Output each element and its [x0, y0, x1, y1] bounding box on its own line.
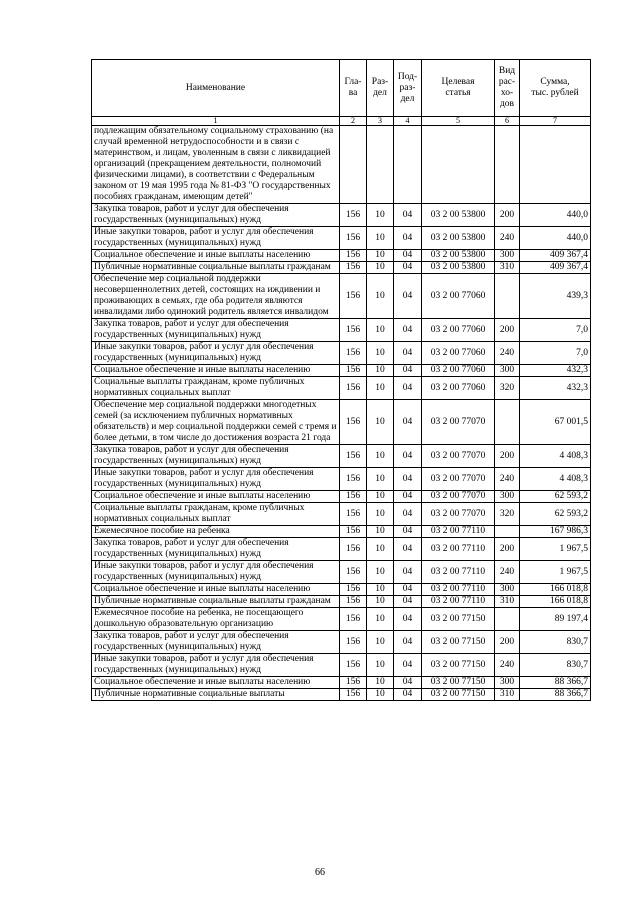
row-vid: 310: [495, 689, 520, 701]
row-podrazdel: 04: [394, 538, 422, 561]
column-number: 2: [340, 117, 367, 126]
row-podrazdel: 04: [394, 445, 422, 468]
header-vid: Вид рас- хо- дов: [495, 60, 520, 117]
page-number: 66: [315, 867, 325, 878]
row-glava: 156: [340, 526, 367, 538]
row-target: 03 2 00 77110: [422, 596, 495, 608]
row-name: Закупка товаров, работ и услуг для обеспечения государственных (муниципальных) нужд: [92, 538, 340, 561]
table-row: [92, 631, 591, 654]
budget-table: [91, 59, 591, 701]
row-sum: 89 197,4: [520, 608, 591, 631]
row-glava: 156: [340, 204, 367, 227]
row-vid: 200: [495, 204, 520, 227]
row-vid: 240: [495, 561, 520, 584]
column-number: 4: [394, 117, 422, 126]
row-sum: 409 367,4: [520, 250, 591, 262]
table-row: [92, 584, 591, 596]
row-razdel: 10: [367, 250, 394, 262]
table-row: [92, 677, 591, 689]
row-podrazdel: 04: [394, 342, 422, 365]
column-number: 1: [92, 117, 340, 126]
row-name: Иные закупки товаров, работ и услуг для обеспечения государственных (муниципальных) нужд: [92, 468, 340, 491]
row-target: 03 2 00 77110: [422, 584, 495, 596]
row-glava: 156: [340, 400, 367, 445]
row-podrazdel: 04: [394, 227, 422, 250]
row-target: 03 2 00 77060: [422, 342, 495, 365]
row-razdel: 10: [367, 491, 394, 503]
row-razdel: 10: [367, 342, 394, 365]
row-podrazdel: 04: [394, 319, 422, 342]
row-razdel: 10: [367, 445, 394, 468]
table-row: [92, 126, 591, 204]
table-row: [92, 400, 591, 445]
row-vid: 240: [495, 468, 520, 491]
header-podrazdel: Под- раз- дел: [394, 60, 422, 117]
row-podrazdel: [394, 126, 422, 204]
row-glava: 156: [340, 538, 367, 561]
row-target: 03 2 00 77060: [422, 365, 495, 377]
row-target: 03 2 00 77110: [422, 526, 495, 538]
row-name: Ежемесячное пособие на ребенка, не посещающего дошкольную образовательную организацию: [92, 608, 340, 631]
row-target: 03 2 00 77070: [422, 400, 495, 445]
row-sum: 432,3: [520, 377, 591, 400]
row-podrazdel: 04: [394, 262, 422, 274]
table-row: [92, 204, 591, 227]
row-name: Закупка товаров, работ и услуг для обеспечения государственных (муниципальных) нужд: [92, 631, 340, 654]
row-sum: 4 408,3: [520, 468, 591, 491]
row-sum: 432,3: [520, 365, 591, 377]
row-glava: 156: [340, 596, 367, 608]
row-razdel: 10: [367, 377, 394, 400]
table-row: [92, 274, 591, 319]
row-razdel: 10: [367, 468, 394, 491]
row-glava: 156: [340, 491, 367, 503]
column-number: 6: [495, 117, 520, 126]
row-glava: [340, 126, 367, 204]
row-name: Закупка товаров, работ и услуг для обеспечения государственных (муниципальных) нужд: [92, 204, 340, 227]
row-glava: 156: [340, 631, 367, 654]
table-row: [92, 262, 591, 274]
row-sum: 830,7: [520, 654, 591, 677]
row-sum: 167 986,3: [520, 526, 591, 538]
row-podrazdel: 04: [394, 654, 422, 677]
row-name: Социальное обеспечение и иные выплаты населению: [92, 677, 340, 689]
row-name: Социальное обеспечение и иные выплаты населению: [92, 250, 340, 262]
table-row: [92, 654, 591, 677]
row-razdel: 10: [367, 319, 394, 342]
row-vid: 200: [495, 319, 520, 342]
row-vid: 310: [495, 262, 520, 274]
row-vid: [495, 608, 520, 631]
row-glava: 156: [340, 689, 367, 701]
row-vid: 240: [495, 227, 520, 250]
row-target: 03 2 00 77150: [422, 689, 495, 701]
row-vid: 300: [495, 250, 520, 262]
row-podrazdel: 04: [394, 677, 422, 689]
row-target: 03 2 00 77110: [422, 538, 495, 561]
row-target: 03 2 00 77060: [422, 274, 495, 319]
row-name: Иные закупки товаров, работ и услуг для обеспечения государственных (муниципальных) нужд: [92, 654, 340, 677]
row-sum: [520, 126, 591, 204]
row-sum: 4 408,3: [520, 445, 591, 468]
row-name: Социальное обеспечение и иные выплаты населению: [92, 491, 340, 503]
row-target: 03 2 00 77110: [422, 561, 495, 584]
row-sum: 1 967,5: [520, 561, 591, 584]
header-sum: Сумма, тыс. рублей: [520, 60, 591, 117]
table-row: [92, 377, 591, 400]
row-glava: 156: [340, 319, 367, 342]
row-vid: 200: [495, 445, 520, 468]
row-glava: 156: [340, 677, 367, 689]
row-glava: 156: [340, 561, 367, 584]
row-name: Публичные нормативные социальные выплаты: [92, 689, 340, 701]
row-vid: 310: [495, 596, 520, 608]
row-target: 03 2 00 77070: [422, 445, 495, 468]
row-target: 03 2 00 53800: [422, 262, 495, 274]
row-vid: 200: [495, 631, 520, 654]
row-vid: 240: [495, 654, 520, 677]
table-row: [92, 689, 591, 701]
table-row: [92, 342, 591, 365]
row-razdel: 10: [367, 654, 394, 677]
row-podrazdel: 04: [394, 561, 422, 584]
row-sum: 409 367,4: [520, 262, 591, 274]
row-glava: 156: [340, 468, 367, 491]
row-podrazdel: 04: [394, 204, 422, 227]
row-glava: 156: [340, 342, 367, 365]
header-glava: Гла- ва: [340, 60, 367, 117]
row-name: Социальное обеспечение и иные выплаты населению: [92, 365, 340, 377]
row-target: 03 2 00 77060: [422, 377, 495, 400]
row-vid: [495, 126, 520, 204]
row-razdel: 10: [367, 503, 394, 526]
row-podrazdel: 04: [394, 503, 422, 526]
row-razdel: 10: [367, 608, 394, 631]
row-podrazdel: 04: [394, 584, 422, 596]
row-razdel: 10: [367, 365, 394, 377]
row-glava: 156: [340, 365, 367, 377]
row-sum: 62 593,2: [520, 491, 591, 503]
row-vid: 300: [495, 584, 520, 596]
row-name: Публичные нормативные социальные выплаты гражданам: [92, 262, 340, 274]
row-sum: 7,0: [520, 319, 591, 342]
row-sum: 166 018,8: [520, 584, 591, 596]
row-vid: [495, 274, 520, 319]
row-name: Публичные нормативные социальные выплаты гражданам: [92, 596, 340, 608]
row-sum: 166 018,8: [520, 596, 591, 608]
row-name: Обеспечение мер социальной поддержки несовершеннолетних детей, состоящих на иждивении и проживающих в семьях, где оба родителя являются инвалидами либо одинокий родитель является инвалидом: [92, 274, 340, 319]
row-glava: 156: [340, 654, 367, 677]
row-razdel: [367, 126, 394, 204]
column-number: 5: [422, 117, 495, 126]
row-podrazdel: 04: [394, 608, 422, 631]
row-vid: [495, 400, 520, 445]
row-podrazdel: 04: [394, 274, 422, 319]
row-sum: 7,0: [520, 342, 591, 365]
header-row: [92, 60, 591, 117]
column-number: 3: [367, 117, 394, 126]
table-row: [92, 491, 591, 503]
row-glava: 156: [340, 377, 367, 400]
row-name: Социальные выплаты гражданам, кроме публичных нормативных социальных выплат: [92, 377, 340, 400]
row-target: 03 2 00 77150: [422, 631, 495, 654]
row-name: Иные закупки товаров, работ и услуг для обеспечения государственных (муниципальных) нужд: [92, 342, 340, 365]
row-razdel: 10: [367, 538, 394, 561]
row-sum: 67 001,5: [520, 400, 591, 445]
row-name: Иные закупки товаров, работ и услуг для обеспечения государственных (муниципальных) нужд: [92, 561, 340, 584]
row-vid: 320: [495, 377, 520, 400]
table-row: [92, 538, 591, 561]
row-target: 03 2 00 53800: [422, 204, 495, 227]
row-razdel: 10: [367, 584, 394, 596]
row-glava: 156: [340, 608, 367, 631]
row-target: 03 2 00 77060: [422, 319, 495, 342]
row-name: Социальное обеспечение и иные выплаты населению: [92, 584, 340, 596]
row-vid: 300: [495, 491, 520, 503]
table-row: [92, 227, 591, 250]
row-target: 03 2 00 77070: [422, 503, 495, 526]
row-target: 03 2 00 77150: [422, 677, 495, 689]
row-glava: 156: [340, 503, 367, 526]
row-razdel: 10: [367, 400, 394, 445]
row-target: 03 2 00 77070: [422, 468, 495, 491]
column-number-row: [92, 117, 591, 126]
row-sum: 830,7: [520, 631, 591, 654]
row-glava: 156: [340, 227, 367, 250]
table-row: [92, 365, 591, 377]
row-razdel: 10: [367, 561, 394, 584]
row-glava: 156: [340, 584, 367, 596]
row-glava: 156: [340, 274, 367, 319]
row-razdel: 10: [367, 204, 394, 227]
row-podrazdel: 04: [394, 491, 422, 503]
table-row: [92, 503, 591, 526]
row-sum: 440,0: [520, 204, 591, 227]
row-podrazdel: 04: [394, 400, 422, 445]
row-target: 03 2 00 53800: [422, 227, 495, 250]
row-glava: 156: [340, 262, 367, 274]
row-podrazdel: 04: [394, 631, 422, 654]
row-name: Закупка товаров, работ и услуг для обеспечения государственных (муниципальных) нужд: [92, 445, 340, 468]
row-vid: 200: [495, 538, 520, 561]
row-sum: 62 593,2: [520, 503, 591, 526]
row-podrazdel: 04: [394, 250, 422, 262]
table-row: [92, 319, 591, 342]
table-row: [92, 608, 591, 631]
row-name: Обеспечение мер социальной поддержки многодетных семей (за исключением публичных нормативных обязательств) и мер социальной поддержки семей с тремя и более детьми, в том числе до достижения возраста 21 года: [92, 400, 340, 445]
row-sum: 88 366,7: [520, 689, 591, 701]
table-row: [92, 468, 591, 491]
row-glava: 156: [340, 250, 367, 262]
header-name: Наименование: [92, 60, 340, 117]
row-name: Социальные выплаты гражданам, кроме публичных нормативных социальных выплат: [92, 503, 340, 526]
row-sum: 439,3: [520, 274, 591, 319]
table-row: [92, 596, 591, 608]
row-sum: 440,0: [520, 227, 591, 250]
row-podrazdel: 04: [394, 689, 422, 701]
row-target: [422, 126, 495, 204]
table-row: [92, 445, 591, 468]
row-podrazdel: 04: [394, 468, 422, 491]
row-name: Закупка товаров, работ и услуг для обеспечения государственных (муниципальных) нужд: [92, 319, 340, 342]
header-target: Целевая статья: [422, 60, 495, 117]
row-vid: 300: [495, 365, 520, 377]
row-vid: 240: [495, 342, 520, 365]
row-vid: 320: [495, 503, 520, 526]
row-sum: 1 967,5: [520, 538, 591, 561]
row-razdel: 10: [367, 689, 394, 701]
row-podrazdel: 04: [394, 526, 422, 538]
row-razdel: 10: [367, 677, 394, 689]
row-name: Ежемесячное пособие на ребенка: [92, 526, 340, 538]
row-name: подлежащим обязательному социальному страхованию (на случай временной нетрудоспособности и в связи с материнством, и лицам, уволенным в связи с ликвидацией организаций (прекращением деятельности, полномочий физическими лицами), в соответствии с Федеральным законом от 19 мая 1995 года № 81-ФЗ "О государственных пособиях гражданам, имеющим детей": [92, 126, 340, 204]
row-target: 03 2 00 77070: [422, 491, 495, 503]
table-body: [92, 126, 591, 701]
row-target: 03 2 00 77150: [422, 608, 495, 631]
row-razdel: 10: [367, 227, 394, 250]
row-name: Иные закупки товаров, работ и услуг для обеспечения государственных (муниципальных) нужд: [92, 227, 340, 250]
row-razdel: 10: [367, 274, 394, 319]
row-vid: [495, 526, 520, 538]
column-number: 7: [520, 117, 591, 126]
row-glava: 156: [340, 445, 367, 468]
row-razdel: 10: [367, 262, 394, 274]
row-vid: 300: [495, 677, 520, 689]
row-sum: 88 366,7: [520, 677, 591, 689]
header-razdel: Раз- дел: [367, 60, 394, 117]
table-row: [92, 250, 591, 262]
table-row: [92, 526, 591, 538]
row-podrazdel: 04: [394, 377, 422, 400]
row-razdel: 10: [367, 526, 394, 538]
row-podrazdel: 04: [394, 365, 422, 377]
row-podrazdel: 04: [394, 596, 422, 608]
row-target: 03 2 00 53800: [422, 250, 495, 262]
row-target: 03 2 00 77150: [422, 654, 495, 677]
row-razdel: 10: [367, 596, 394, 608]
table-row: [92, 561, 591, 584]
row-razdel: 10: [367, 631, 394, 654]
